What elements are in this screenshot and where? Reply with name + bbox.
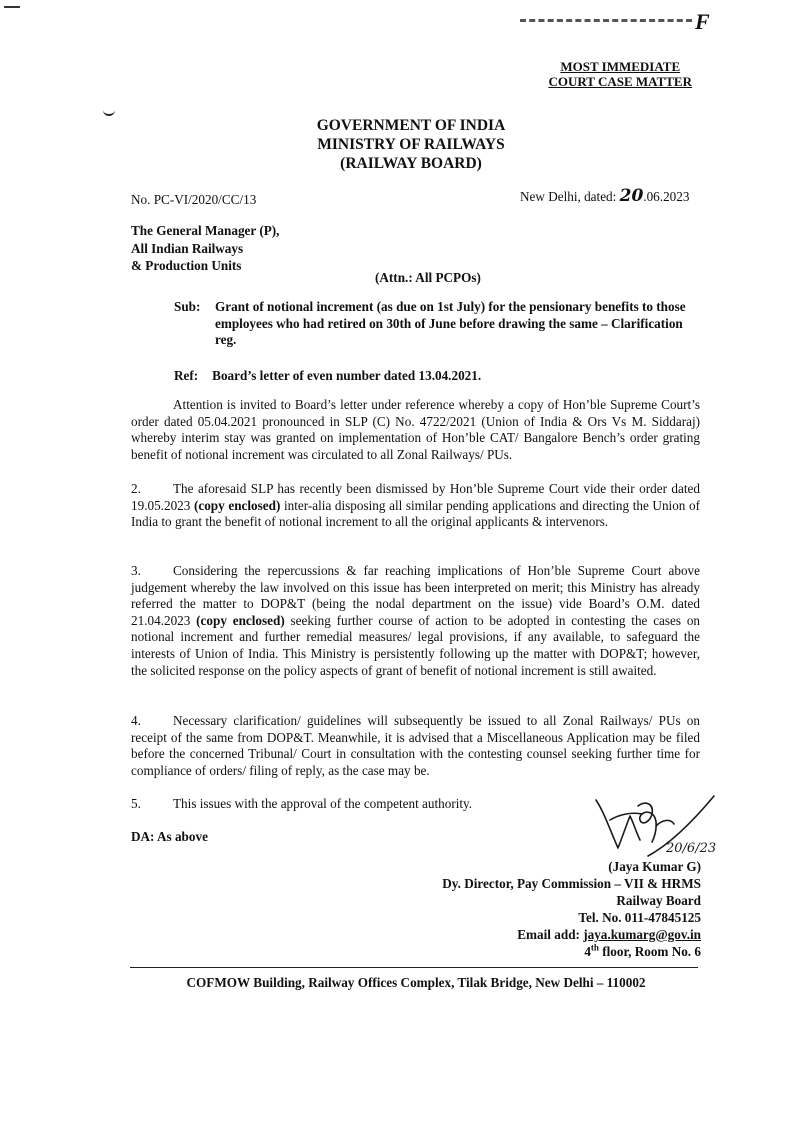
addressee-line-2: All Indian Railways [131,240,244,256]
letterhead-line-1: GOVERNMENT OF INDIA [316,117,506,134]
priority-marking [548,59,692,89]
priority-line-1: MOST IMMEDIATE [560,59,681,74]
paragraph-text: The aforesaid SLP has recently been dismissed by Hon’ble Supreme Court vide their order dated 19.05.2023 [131,481,700,513]
scan-mark-hook [103,108,115,116]
paragraph-4 [131,713,700,779]
floor-suffix: th [590,942,599,953]
floor-rest: floor, Room No. 6 [598,944,701,959]
letterhead-line-3: (RAILWAY BOARD) [340,155,482,172]
paragraph-text: seeking further course of action to be adopted in contesting the cases on notional increment and further remedial measures/ legal provisions, if any available, to safeguard the interests of Union of India. This Ministry is persistently following up the matter with DOP&T; however, the solicited response on the policy aspects of grant of benefit of notional increment is still awaited. [131,612,701,678]
email-label: Email add: [517,927,584,942]
paragraph-text: Necessary clarification/ guidelines will subsequently be issued to all Zonal Railways/ PUs on receipt of the same from DOP&T. Meanwhile, it is advised that a Miscellaneous Application may be filed before the concerned Tribunal/ Court in consultation with the contesting counsel seeking further time for compliance of orders/ filing of reply, as the case may be. [131,713,700,778]
signature-block [341,858,701,960]
paragraph-bold-text: (copy enclosed) [193,497,281,513]
floor-number: 4 [584,944,591,959]
subject-label: Sub: [174,299,201,314]
scan-dashed-line [520,19,692,22]
reference-label: Ref: [174,368,199,383]
priority-line-2: COURT CASE MATTER [548,74,692,89]
paragraph-text: Considering the repercussions & far reaching implications of Hon’ble Supreme Court above judgement whereby the law involved on this issue has been interpreted on merit; this Ministry has already referred the matter to DOP&T (being the nodal department on the issue) vide Board’s O.M. dated 21.04.2023 [131,563,700,628]
letterhead-line-2: MINISTRY OF RAILWAYS [317,136,505,153]
paragraph-text: This issues with the approval of the competent authority. [173,796,473,811]
signer-email-line [341,926,701,943]
reference-text: Board’s letter of even number dated 13.04.2021. [212,368,482,383]
signer-office: Railway Board [616,893,701,908]
letter-date [520,188,689,206]
attention-line: (Attn.: All PCPOs) [375,270,481,285]
signer-tel: Tel. No. 011-47845125 [578,910,701,925]
footer-divider [130,967,698,968]
letterhead [0,116,802,173]
signer-designation: Dy. Director, Pay Commission – VII & HRMS [442,876,701,891]
addressee-line-1: The General Manager (P), [131,223,280,238]
paragraph-text: inter-alia disposing all similar pending applications and directing the Union of India to grant the benefit of notional increment to all the original applicants & intervenors. [131,497,700,530]
paragraph-number: 2. [131,481,141,496]
paragraph-3 [131,563,700,679]
signature-date: 20/6/23 [666,841,717,856]
date-rest: .06.2023 [643,189,690,204]
paragraph-number: 4. [131,713,141,728]
paragraph-2 [131,481,700,531]
paragraph-bold-text: (copy enclosed) [196,612,285,628]
letter-number: No. PC-VI/2020/CC/13 [131,192,257,207]
date-day-handwritten: 20 [619,186,644,206]
reference [174,368,481,385]
subject-text: Grant of notional increment (as due on 1st July) for the pensionary benefits to those employees who had retired on 30th of June before drawing the same – Clarification reg. [215,299,686,348]
signer-name: (Jaya Kumar G) [608,859,701,874]
footer-address: COFMOW Building, Railway Offices Complex, Tilak Bridge, New Delhi – 110002 [186,975,646,990]
paragraph-1: Attention is invited to Board’s letter under reference whereby a copy of Hon’ble Supreme Court’s order dated 05.04.2021 pronounced in SLP (C) No. 4722/2021 (Union of India & Ors Vs M. Siddaraj) whereby interim stay was granted on implementation of Hon’ble CAT/ Bangalore Bench’s order grating benefit of notional increment was circulated to all Zonal Railways/ PUs. [131,397,700,462]
handwritten-annotation: F [695,9,709,34]
email-link[interactable]: jaya.kumarg@gov.in [583,927,701,942]
addressee-line-3: & Production Units [131,258,242,273]
date-prefix: New Delhi, dated: [520,189,620,204]
scan-mark [4,6,20,8]
paragraph-number: 3. [131,563,141,578]
paragraph-number: 5. [131,796,141,811]
signer-room [341,943,701,960]
enclosure-note: DA: As above [131,829,208,844]
addressee [131,222,279,275]
subject [174,299,704,349]
